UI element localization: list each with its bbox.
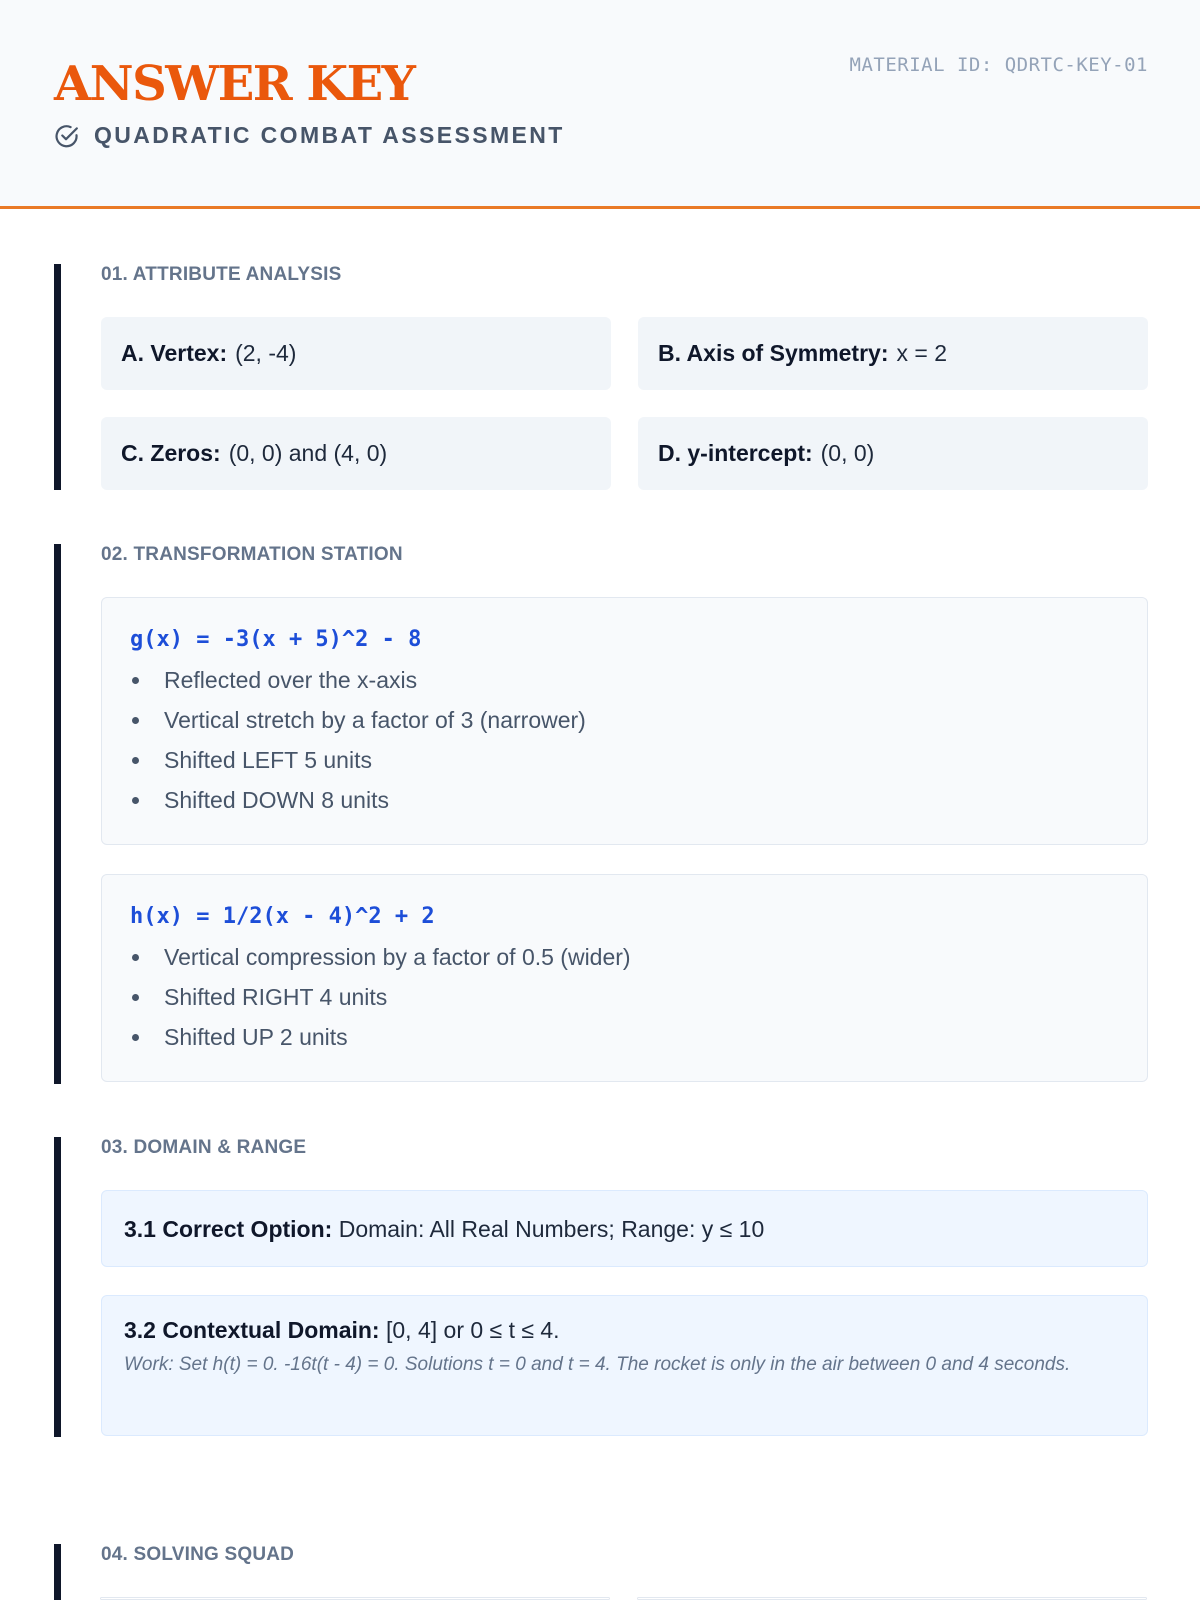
section-title: 02. TRANSFORMATION STATION [101, 544, 403, 565]
attribute-label: D. y-intercept: [658, 440, 813, 466]
page-subtitle [54, 122, 565, 149]
list-item: Reflected over the x-axis [130, 660, 1119, 700]
attribute-value: (0, 0) [820, 440, 875, 466]
section-title: 04. SOLVING SQUAD [101, 1544, 295, 1565]
section-domain-range [54, 1137, 1148, 1437]
list-item: Shifted LEFT 5 units [130, 740, 1119, 780]
attribute-vertex [101, 317, 611, 390]
list-item: Shifted RIGHT 4 units [130, 977, 1119, 1017]
attribute-y-intercept [638, 417, 1148, 490]
attribute-zeros [101, 417, 611, 490]
section-transformation-station [54, 544, 1148, 1084]
transformation-card-g [101, 597, 1148, 845]
list-item: Vertical stretch by a factor of 3 (narrower) [130, 700, 1119, 740]
section-attribute-analysis [54, 264, 1148, 490]
attribute-value: (0, 0) and (4, 0) [228, 440, 388, 466]
check-circle-icon [54, 123, 80, 149]
contextual-domain-work: Work: Set h(t) = 0. -16t(t - 4) = 0. Solutions t = 0 and t = 4. The rocket is only in the air between 0 and 4 seconds. [124, 1354, 1071, 1375]
attribute-label: B. Axis of Symmetry: [658, 340, 889, 366]
attribute-value: x = 2 [896, 340, 948, 366]
correct-option-box [101, 1190, 1148, 1267]
list-item: Vertical compression by a factor of 0.5 (wider) [130, 937, 1119, 977]
list-item: Shifted DOWN 8 units [130, 780, 1119, 820]
attribute-axis-of-symmetry [638, 317, 1148, 390]
page-title: ANSWER KEY [54, 56, 415, 112]
transformation-card-h [101, 874, 1148, 1082]
section-solving-squad [54, 1544, 1148, 1600]
correct-option-text [124, 1213, 764, 1245]
function-formula: g(x) = -3(x + 5)^2 - 8 [130, 627, 422, 652]
contextual-domain-label: 3.2 Contextual Domain: [124, 1317, 380, 1343]
attribute-label: C. Zeros: [121, 440, 221, 466]
attribute-label: A. Vertex: [121, 340, 228, 366]
section-title: 01. ATTRIBUTE ANALYSIS [101, 264, 342, 285]
contextual-domain-text [124, 1314, 1125, 1346]
transformation-list [130, 937, 1119, 1057]
page-header [0, 0, 1200, 209]
correct-option-value: Domain: All Real Numbers; Range: y ≤ 10 [338, 1215, 765, 1242]
subtitle-text: QUADRATIC COMBAT ASSESSMENT [94, 122, 565, 148]
correct-option-label: 3.1 Correct Option: [124, 1215, 333, 1242]
function-formula: h(x) = 1/2(x - 4)^2 + 2 [130, 904, 435, 929]
attribute-value: (2, -4) [235, 340, 297, 366]
material-id: MATERIAL ID: QDRTC-KEY-01 [849, 54, 1148, 76]
contextual-domain-value: [0, 4] or 0 ≤ t ≤ 4. [386, 1317, 560, 1343]
transformation-list [130, 660, 1119, 820]
list-item: Shifted UP 2 units [130, 1017, 1119, 1057]
contextual-domain-box [101, 1295, 1148, 1436]
section-title: 03. DOMAIN & RANGE [101, 1137, 307, 1158]
